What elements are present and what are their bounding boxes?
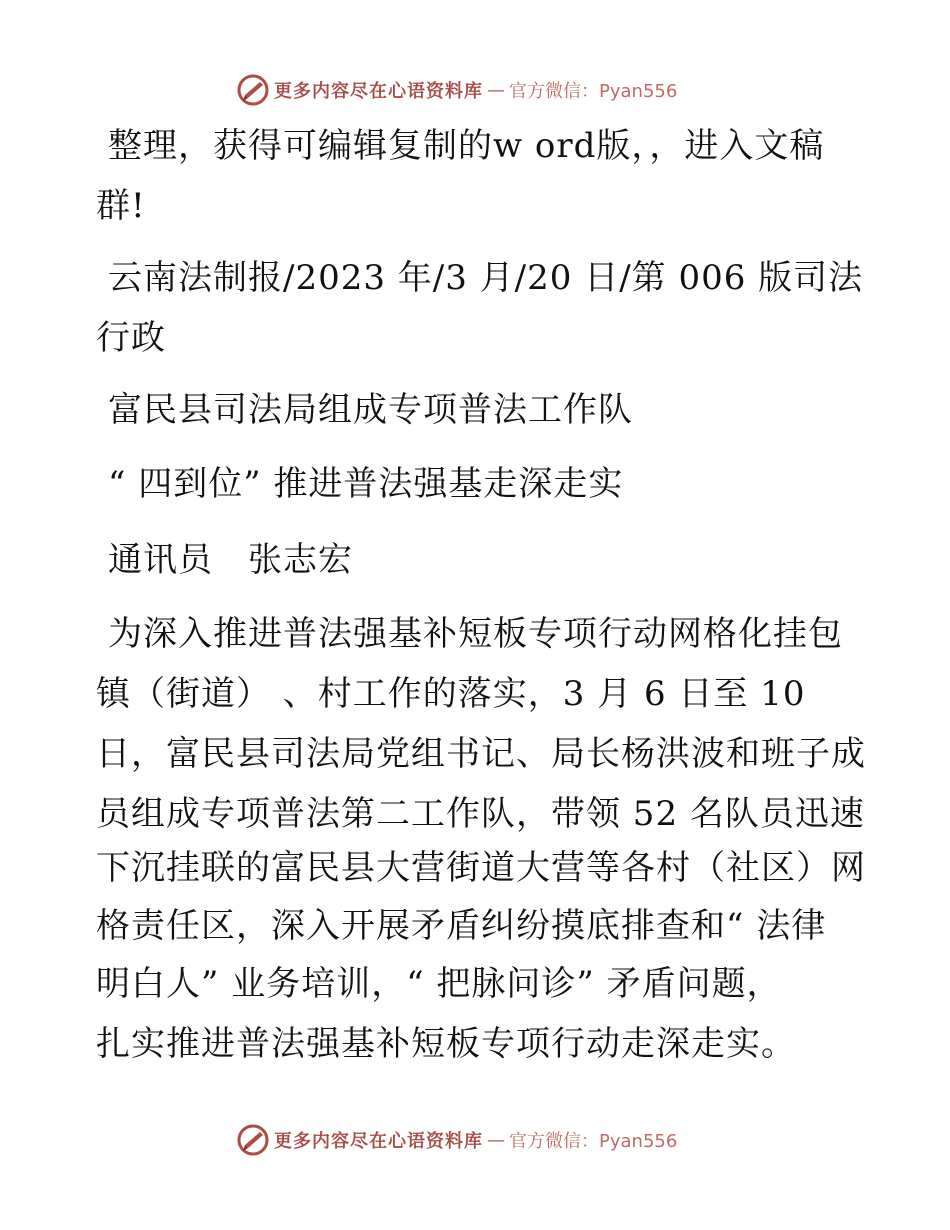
body-line-1: 为深入推进普法强基补短板专项行动网格化挂包 xyxy=(108,614,843,654)
body-line-4: 员组成专项普法第二工作队，带领 52 名队员迅速 xyxy=(96,794,865,834)
body-line-3: 日，富民县司法局党组书记、局长杨洪波和班子成 xyxy=(96,734,866,774)
body-line-5: 下沉挂联的富民县大营街道大营等各村（社区）网 xyxy=(96,848,866,888)
source-line-1: 云南法制报/2023 年/3 月/20 日/第 006 版司法 xyxy=(108,258,864,298)
watermark-separator: — xyxy=(487,1129,505,1151)
watermark-separator: — xyxy=(487,79,505,101)
watermark-account: 官方微信：Pyan556 xyxy=(509,1131,678,1152)
footer-watermark xyxy=(236,1122,677,1158)
article-title-2: “ 四到位” 推进普法强基走深走实 xyxy=(108,464,624,504)
header-watermark xyxy=(236,72,677,108)
body-line-6: 格责任区，深入开展矛盾纠纷摸底排查和“ 法律 xyxy=(96,906,827,946)
article-title-1: 富民县司法局组成专项普法工作队 xyxy=(108,390,633,430)
body-line-2: 镇（街道） 、村工作的落实，3 月 6 日至 10 xyxy=(96,674,806,714)
intro-line-2: 群! xyxy=(96,186,146,226)
source-line-2: 行政 xyxy=(96,318,166,358)
watermark-account: 官方微信：Pyan556 xyxy=(509,81,678,102)
logo-icon xyxy=(236,73,270,107)
logo-icon xyxy=(236,1123,270,1157)
watermark-site: 更多内容尽在心语资料库 xyxy=(274,1131,483,1152)
watermark-site: 更多内容尽在心语资料库 xyxy=(274,81,483,102)
body-line-7: 明白人” 业务培训，“ 把脉问诊” 矛盾问题， xyxy=(96,964,782,1004)
body-line-8: 扎实推进普法强基补短板专项行动走深走实。 xyxy=(96,1024,796,1064)
byline: 通讯员 张志宏 xyxy=(108,540,353,580)
intro-line-1: 整理，获得可编辑复制的w ord版，，进入文稿 xyxy=(108,126,825,166)
